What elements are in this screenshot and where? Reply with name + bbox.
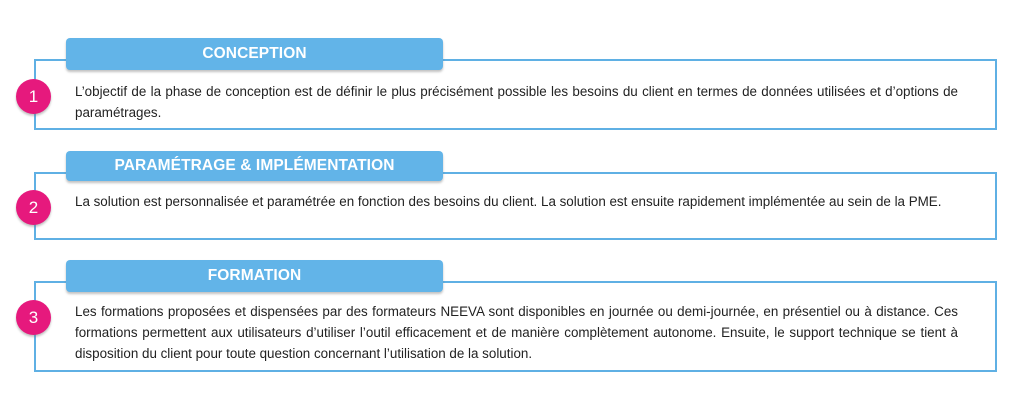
step-title: FORMATION [66, 260, 443, 292]
step-conception [0, 38, 1024, 130]
step-number-badge: 2 [16, 190, 51, 225]
step-parametrage-implementation [0, 150, 1024, 240]
step-title: PARAMÉTRAGE & IMPLÉMENTATION [66, 151, 443, 181]
step-description: L’objectif de la phase de conception est de définir le plus précisément possible les besoins du client en termes de données utilisées et d’options de paramétrages. [75, 84, 958, 120]
step-number-badge: 3 [16, 300, 51, 335]
step-description: La solution est personnalisée et paramétrée en fonction des besoins du client. La solution est ensuite rapidement implémentée au sein de la PME. [75, 194, 942, 209]
step-number-badge: 1 [16, 79, 51, 114]
step-description: Les formations proposées et dispensées par des formateurs NEEVA sont disponibles en journée ou demi-journée, en présentiel ou à distance. Ces formations permettent aux utilisateurs d’utiliser l’outil efficacement et de manière complètement autonome. Ensuite, le support technique se tient à disposition du client pour toute question concernant l’utilisation de la solution. [75, 304, 958, 361]
step-title: CONCEPTION [66, 38, 443, 70]
step-formation [0, 260, 1024, 372]
